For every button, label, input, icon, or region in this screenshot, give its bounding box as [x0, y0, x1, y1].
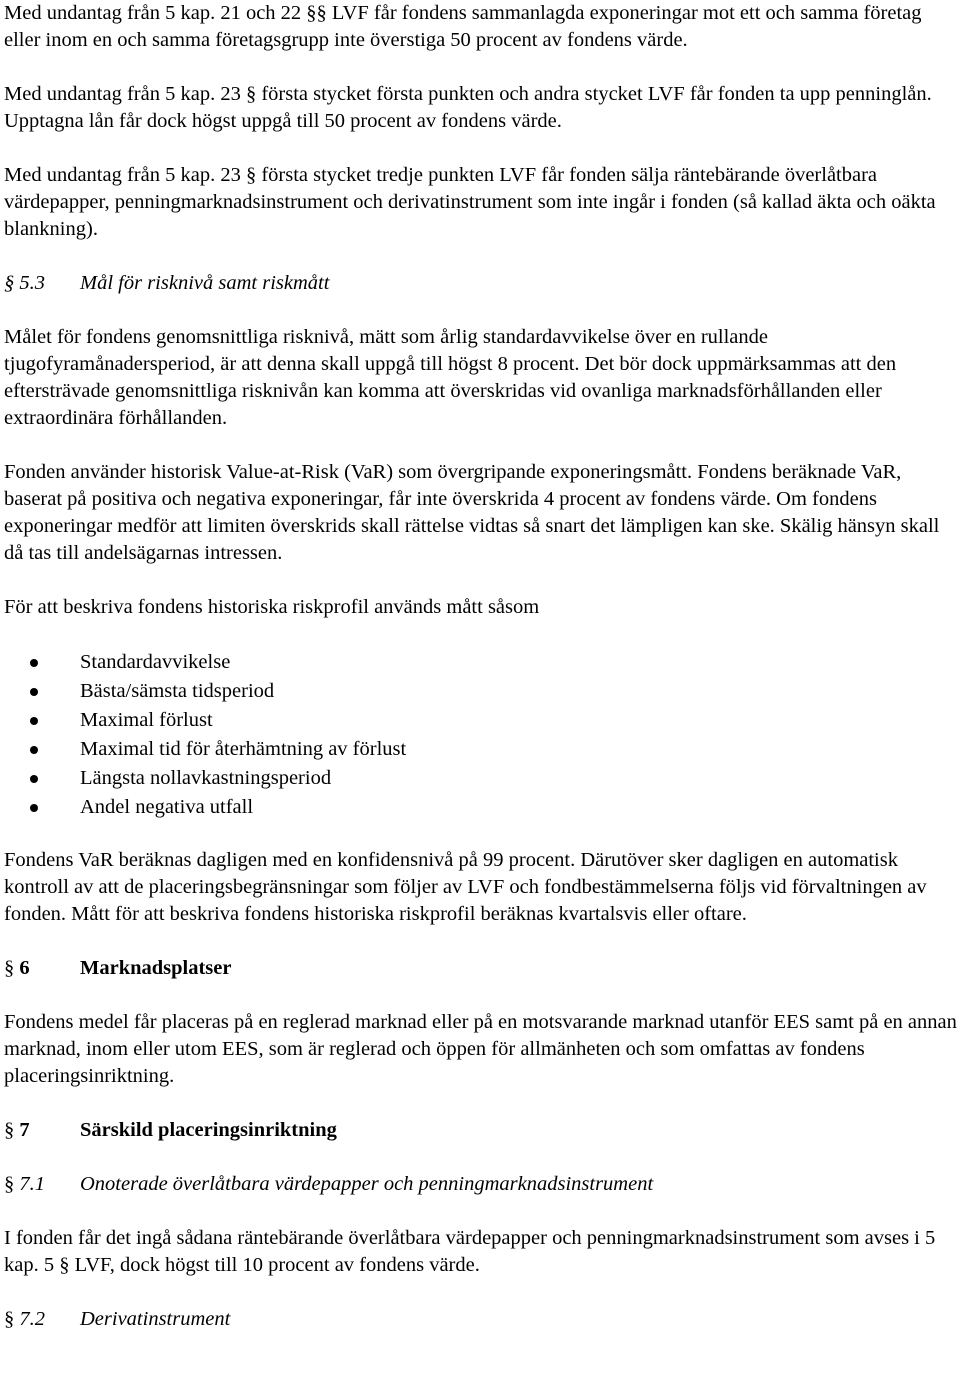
section-number: § 6: [4, 957, 30, 979]
list-item: Maximal tid för återhämtning av förlust: [4, 735, 958, 764]
section-heading-5-3: [4, 270, 958, 297]
section-heading-6: [4, 955, 958, 982]
paragraph-unlisted-securities: I fonden får det ingå sådana räntebärande överlåtbara värdepapper och penningmarknadsinstrument som avses i 5 kap. 5 § LVF, dock högst till 10 procent av fondens värde.: [4, 1227, 936, 1276]
list-item: Andel negativa utfall: [4, 793, 958, 822]
paragraph-borrowing: Med undantag från 5 kap. 23 § första stycket första punkten och andra stycket LVF får fonden ta upp penninglån. Upptagna lån får dock högst uppgå till 50 procent av fondens värde.: [4, 83, 932, 132]
section-title: Onoterade överlåtbara värdepapper och penningmarknadsinstrument: [80, 1173, 654, 1195]
list-item: Bästa/sämsta tidsperiod: [4, 677, 958, 706]
paragraph-short-selling: Med undantag från 5 kap. 23 § första stycket tredje punkten LVF får fonden sälja räntebärande överlåtbara värdepapper, penningmarknadsinstrument och derivatinstrument som inte ingår i fonden (så kallad äkta och oäkta blankning).: [4, 164, 936, 240]
list-item: Längsta nollavkastningsperiod: [4, 764, 958, 793]
list-item: Standardavvikelse: [4, 648, 958, 677]
paragraph-risk-target: Målet för fondens genomsnittliga risknivå, mätt som årlig standardavvikelse över en rullande tjugofyramånadersperiod, är att denna skall uppgå till högst 8 procent. Det bör dock uppmärksammas att den eftersträvade genomsnittliga risknivån kan komma att överskridas vid ovanliga marknadsförhållanden eller extraordinära förhållanden.: [4, 326, 897, 429]
section-heading-7: [4, 1117, 958, 1144]
paragraph-var: Fonden använder historisk Value-at-Risk (VaR) som övergripande exponeringsmått. Fondens beräknade VaR, baserat på positiva och negativa exponeringar, får inte överskrida 4 procent av fondens värde. Om fondens exponeringar medför att limiten överskrids skall rättelse vidtas så snart det lämpligen kan ske. Skälig hänsyn skall då tas till andelsägarnas intressen.: [4, 461, 940, 564]
list-item: Maximal förlust: [4, 706, 958, 735]
section-title: Mål för risknivå samt riskmått: [80, 272, 330, 294]
paragraph-marketplaces: Fondens medel får placeras på en reglerad marknad eller på en motsvarande marknad utanför EES samt på en annan marknad, inom eller utom EES, som är reglerad och öppen för allmänheten och som omfattas av fondens placeringsinriktning.: [4, 1011, 957, 1087]
section-title: Särskild placeringsinriktning: [80, 1119, 337, 1141]
section-number: § 7.2: [4, 1308, 45, 1330]
section-heading-7-2: [4, 1306, 958, 1333]
paragraph-exposure-limit: Med undantag från 5 kap. 21 och 22 §§ LVF får fondens sammanlagda exponeringar mot ett och samma företag eller inom en och samma företagsgrupp inte överstiga 50 procent av fondens värde.: [4, 2, 922, 51]
section-heading-7-1: [4, 1171, 958, 1198]
paragraph-var-daily: Fondens VaR beräknas dagligen med en konfidensnivå på 99 procent. Därutöver sker dagligen en automatisk kontroll av att de placeringsbegränsningar som följer av LVF och fondbestämmelserna följs vid förvaltningen av fonden. Mått för att beskriva fondens historiska riskprofil beräknas kvartalsvis eller oftare.: [4, 849, 927, 925]
section-number: § 7: [4, 1119, 30, 1141]
section-number: § 5.3: [4, 272, 45, 294]
paragraph-risk-profile-intro: För att beskriva fondens historiska riskprofil används mått såsom: [4, 596, 540, 618]
section-title: Marknadsplatser: [80, 957, 232, 979]
risk-measures-list: [4, 648, 958, 822]
section-title: Derivatinstrument: [80, 1308, 231, 1330]
document-page: [4, 0, 958, 1360]
section-number: § 7.1: [4, 1173, 45, 1195]
